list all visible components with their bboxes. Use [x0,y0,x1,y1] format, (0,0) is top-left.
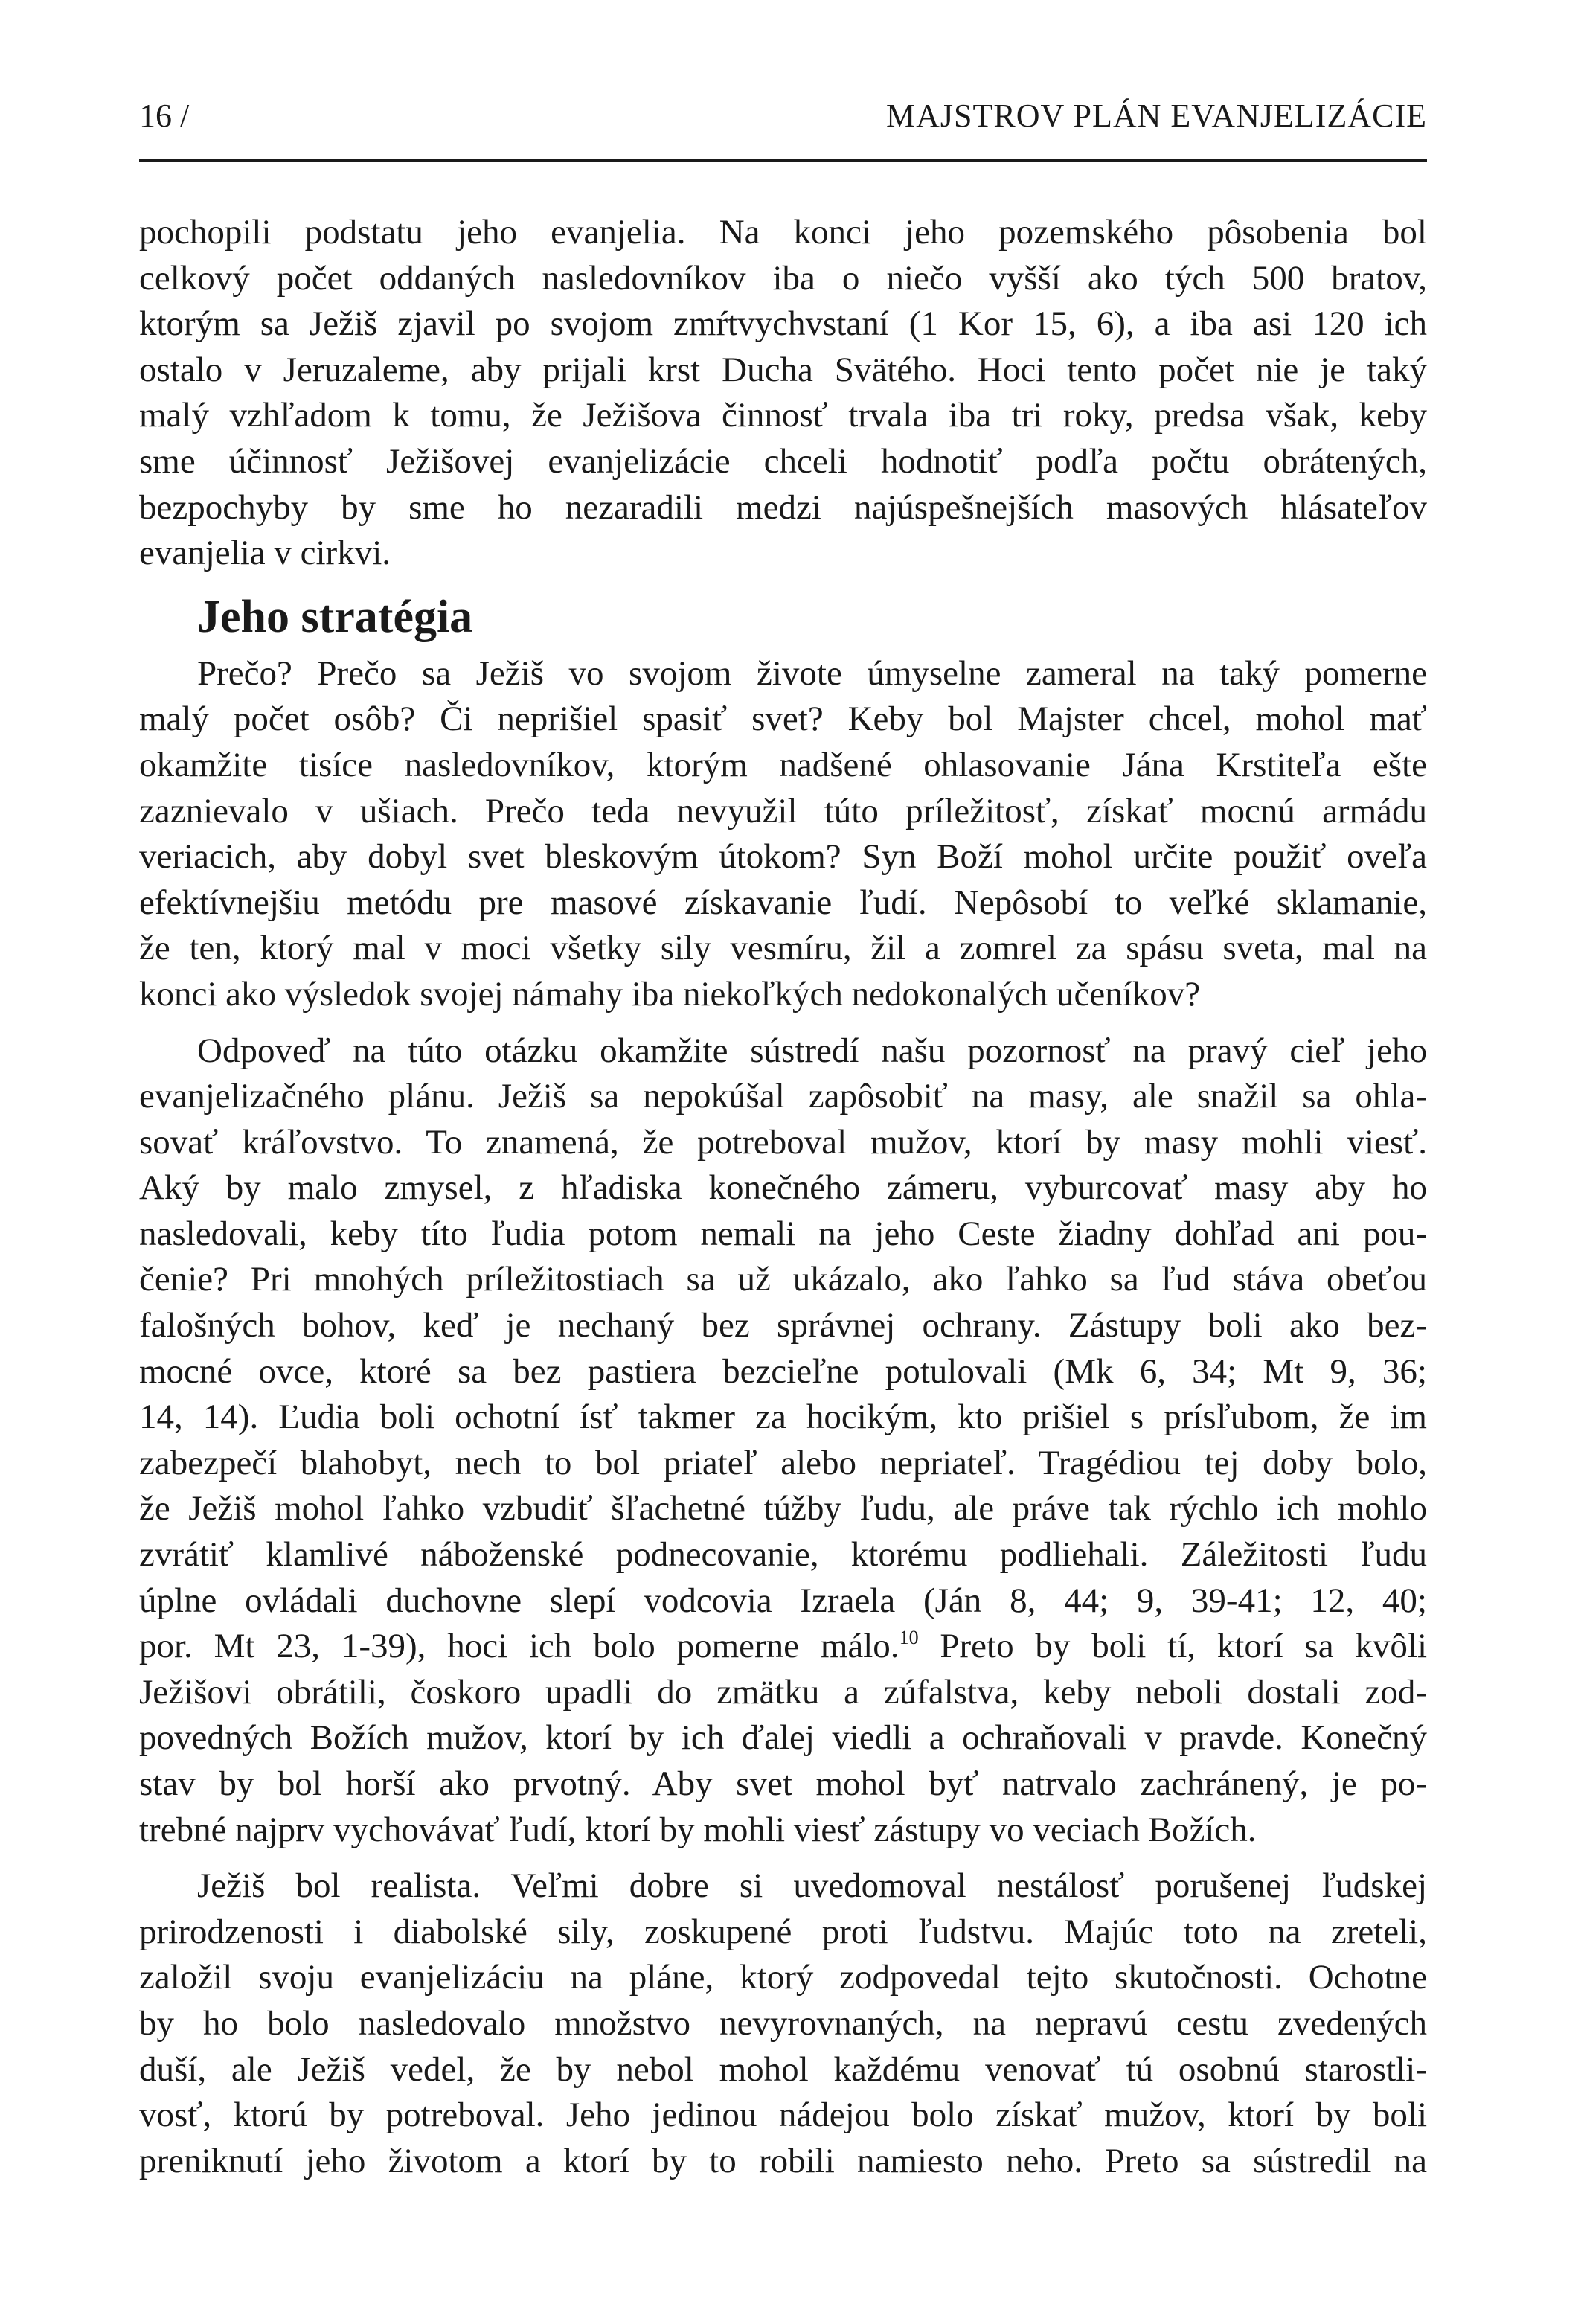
text-line: preniknutí jeho životom a ktorí by to robili namiesto neho. Preto sa sústredil na [139,2141,1427,2180]
text-line: by ho bolo nasledovalo množstvo nevyrovnaných, na nepravú cestu zvedených [139,2003,1427,2043]
text-line: povedných Božích mužov, ktorí by ich ďalej viedli a ochraňovali v pravde. Konečný [139,1718,1427,1758]
text-line: ostalo v Jeruzaleme, aby prijali krst Ducha Svätého. Hoci tento počet nie je taký [139,350,1427,389]
text-line: duší, ale Ježiš vedel, že by nebol mohol každému venovať tú osobnú starostli- [139,2049,1427,2089]
text-line: zaznievalo v ušiach. Prečo teda nevyužil túto príležitosť, získať mocnú armádu [139,791,1427,830]
text-line: že Ježiš mohol ľahko vzbudiť šľachetné túžby ľudu, ale práve tak rýchlo ich mohlo [139,1489,1427,1528]
text-line [139,1624,1427,1670]
paragraph [139,1028,1427,1854]
page-number: 16 / [139,97,190,134]
text-line: celkový počet oddaných nasledovníkov iba o niečo vyšší ako tých 500 bratov, [139,258,1427,298]
text-line: Prečo? Prečo sa Ježiš vo svojom živote úmyselne zameral na taký pomerne [197,653,1427,693]
text-line: trebné najprv vychovávať ľudí, ktorí by mohli viesť zástupy vo veciach Božích. [139,1810,1257,1849]
text-line: že ten, ktorý mal v moci všetky sily vesmíru, žil a zomrel za spásu sveta, mal na [139,929,1427,968]
text-line: evanjelia v cirkvi. [139,534,391,573]
text-line: nasledovali, keby títo ľudia potom nemali na jeho Ceste žiadny dohľad ani pou- [139,1214,1427,1253]
paragraphs-before-heading [139,210,1427,577]
text-line: 14, 14). Ľudia boli ochotní ísť takmer za hocikým, kto prišiel s prísľubom, že im [139,1398,1427,1437]
book-title: MAJSTROV PLÁN EVANJELIZÁCIE [886,97,1427,134]
text-line: vosť, ktorú by potreboval. Jeho jedinou nádejou bolo získať mužov, ktorí by boli [139,2096,1427,2135]
text-line: úplne ovládali duchovne slepí vodcovia Izraela (Ján 8, 44; 9, 39-41; 12, 40; [139,1581,1427,1620]
text-line: založil svoju evanjelizáciu na pláne, ktorý zodpovedal tejto skutočnosti. Ochotne [139,1958,1427,1997]
text-line: čenie? Pri mnohých príležitostiach sa už ukázalo, ako ľahko sa ľud stáva obeťou [139,1260,1427,1299]
page-body [139,210,1427,2195]
text-line: Ježišovi obrátili, čoskoro upadli do zmätku a zúfalstva, keby neboli dostali zod- [139,1672,1427,1712]
text-line: sovať kráľovstvo. To znamená, že potreboval mužov, ktorí by masy mohli viesť. [139,1122,1427,1162]
line-text: por. Mt 23, 1-39), hoci ich bolo pomerne málo. [139,1627,899,1666]
text-line: Ježiš bol realista. Veľmi dobre si uvedomoval nestálosť porušenej ľudskej [197,1866,1427,1906]
text-line: stav by bol horší ako prvotný. Aby svet mohol byť natrvalo zachránený, je po- [139,1764,1427,1803]
text-line: sme účinnosť Ježišovej evanjelizácie chceli hodnotiť podľa počtu obrátených, [139,441,1427,481]
text-line: pochopili podstatu jeho evanjelia. Na konci jeho pozemského pôsobenia bol [139,213,1427,252]
text-line: bezpochyby by sme ho nezaradili medzi najúspešnejších masových hlásateľov [139,487,1427,527]
paragraph [139,1863,1427,2184]
text-line: konci ako výsledok svojej námahy iba niekoľkých nedokonalých učeníkov? [139,974,1201,1014]
text-line: ktorým sa Ježiš zjavil po svojom zmŕtvychvstaní (1 Kor 15, 6), a iba asi 120 ich [139,304,1427,344]
text-line: veriacich, aby dobyl svet bleskovým útokom? Syn Boží mohol určite použiť oveľa [139,837,1427,877]
text-line: Aký by malo zmysel, z hľadiska konečného zámeru, vyburcovať masy aby ho [139,1168,1427,1208]
text-line: okamžite tisíce nasledovníkov, ktorým nadšené ohlasovanie Jána Krstiteľa ešte [139,745,1427,784]
paragraph [139,210,1427,577]
section-heading: Jeho stratégia [197,591,473,642]
line-text: Preto by boli tí, ktorí sa kvôli [918,1627,1428,1666]
text-line: Odpoveď na túto otázku okamžite sústredí našu pozornosť na pravý cieľ jeho [197,1031,1427,1070]
text-line: zabezpečí blahobyt, nech to bol priateľ alebo nepriateľ. Tragédiou tej doby bolo, [139,1443,1427,1482]
text-line: malý vzhľadom k tomu, že Ježišova činnosť trvala iba tri roky, predsa však, keby [139,396,1427,435]
running-header [139,97,1427,141]
paragraph [139,651,1427,1018]
text-line: efektívnejšiu metódu pre masové získavanie ľudí. Nepôsobí to veľké sklamanie, [139,883,1427,922]
text-line: falošných bohov, keď je nechaný bez správnej ochrany. Zástupy boli ako bez- [139,1306,1427,1345]
text-line: prirodzenosti i diabolské sily, zoskupené proti ľudstvu. Majúc toto na zreteli, [139,1912,1427,1951]
text-line: evanjelizačného plánu. Ježiš sa nepokúšal zapôsobiť na masy, ale snažil sa ohla- [139,1077,1427,1116]
text-line: zvrátiť klamlivé náboženské podnecovanie, ktorému podliehali. Záležitosti ľudu [139,1535,1427,1575]
footnote-marker[interactable]: 10 [899,1627,919,1649]
text-line: malý počet osôb? Či neprišiel spasiť svet? Keby bol Majster chcel, mohol mať [139,700,1427,739]
text-line: mocné ovce, ktoré sa bez pastiera bezcieľne potulovali (Mk 6, 34; Mt 9, 36; [139,1351,1427,1391]
paragraphs-after-heading [139,651,1427,2185]
header-rule [139,159,1427,162]
